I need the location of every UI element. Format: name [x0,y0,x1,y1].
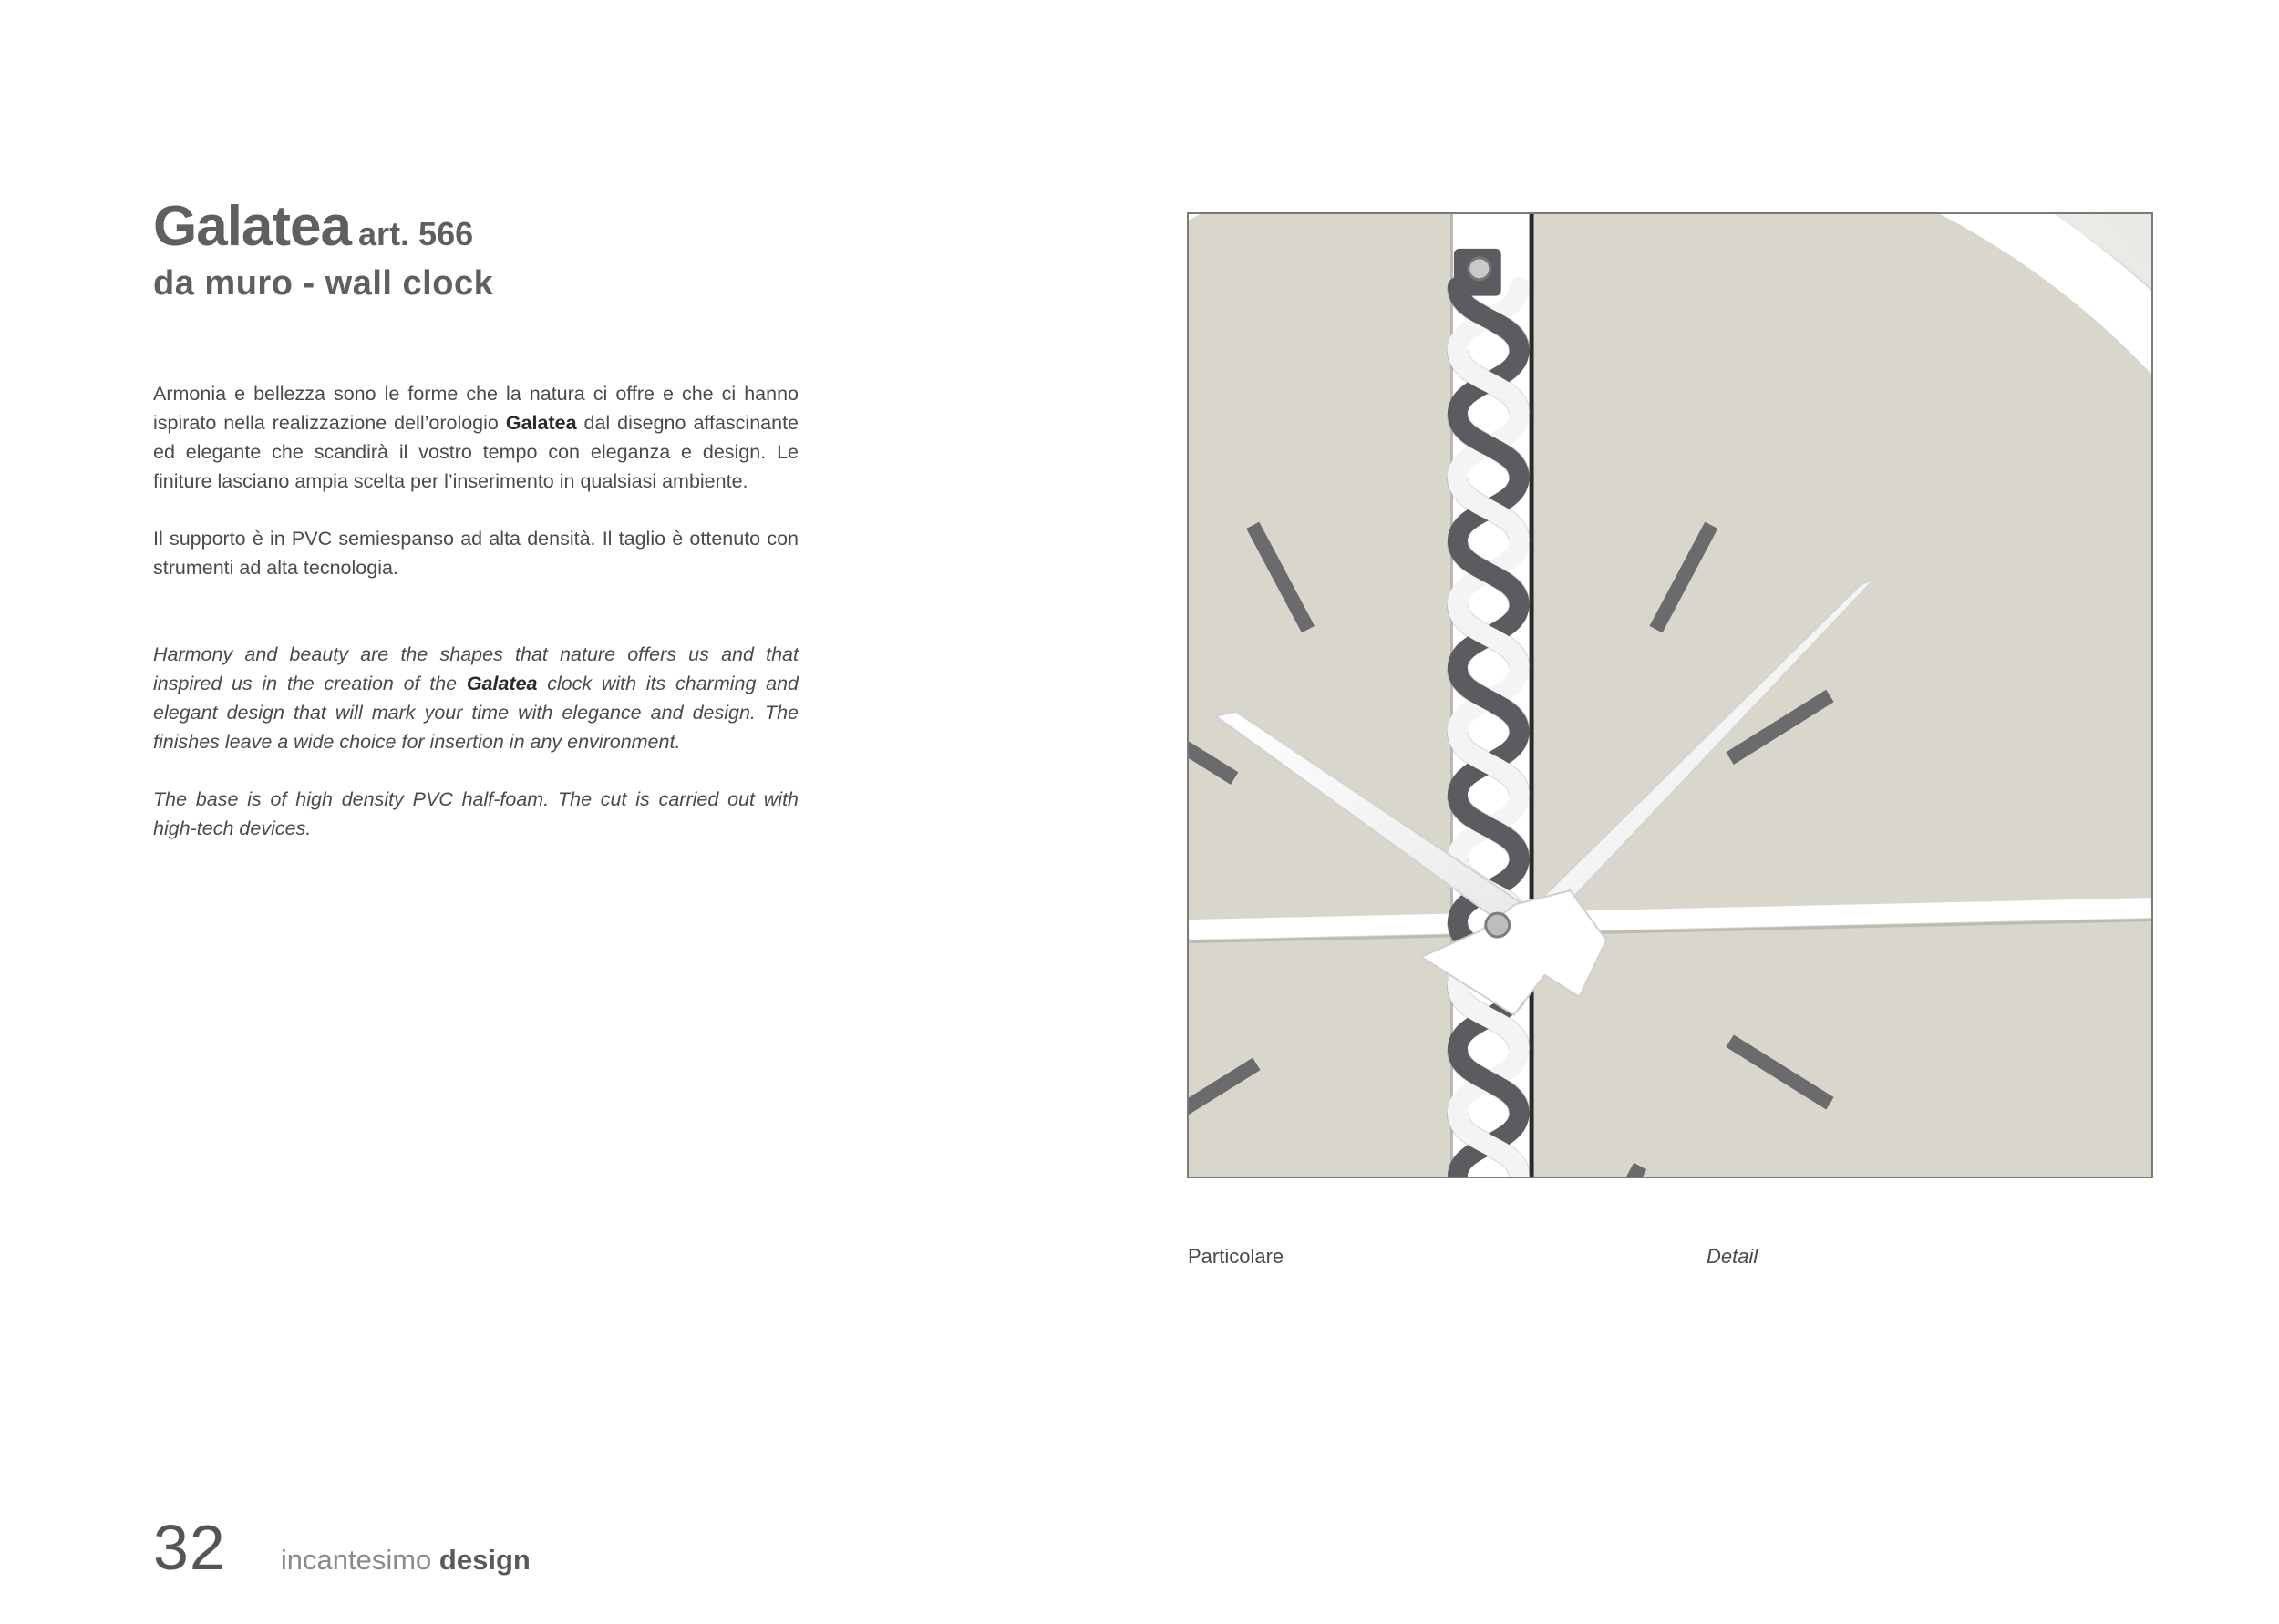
product-subtitle: da muro - wall clock [153,264,494,303]
english-paragraph-2: The base is of high density PVC half-foam. The cut is carried out with high-tech devices. [153,788,799,839]
brand-light-text: incantesimo [280,1544,432,1576]
italian-material [153,524,799,582]
bolt-icon [1469,258,1490,280]
title-block [153,195,494,303]
italian-paragraph-2: Il supporto è in PVC semiespanso ad alta densità. Il taglio è ottenuto con strumenti ad alta tecnologia. [153,528,799,579]
english-paragraph-1 [153,640,799,756]
brand-logo [281,1544,531,1577]
clock-face [1189,214,2151,1177]
page-footer [153,1511,531,1584]
product-name: Galatea [153,195,352,258]
clock-detail-photo [1187,212,2153,1178]
english-p1-product-name: Galatea [466,673,538,694]
english-p1-text-a: Harmony and beauty are the shapes that nature offers us and that inspired us in the creation of the [153,643,799,694]
english-p1-text-b: clock with its charming and elegant design that will mark your time with elegance and design. The finishes leave a wide choice for insertion in any environment. [153,673,799,753]
italian-p1-text-b: dal disegno affascinante ed elegante che scandirà il vostro tempo con eleganza e design. Le finiture lasciano ampia scelta per l’inserimento in qualsiasi ambiente. [153,412,799,492]
caption-english: Detail [1707,1245,1758,1268]
brand-bold-text: design [438,1544,531,1576]
page-title [153,195,493,258]
page-number: 32 [153,1512,226,1583]
clock-illustration [1189,214,2151,1177]
italian-paragraph-1 [153,379,799,496]
english-description [153,640,799,756]
italian-p1-text-a: Armonia e bellezza sono le forme che la natura ci offre e che ci hanno ispirato nella realizzazione dell’orologio [153,383,799,434]
strip-black-line [1530,214,1534,1177]
italian-p1-product-name: Galatea [505,412,577,434]
caption-italian: Particolare [1188,1245,1284,1268]
english-material [153,785,799,843]
article-number: art. 566 [358,215,474,252]
italian-description [153,379,799,496]
center-pin-icon [1486,913,1510,937]
